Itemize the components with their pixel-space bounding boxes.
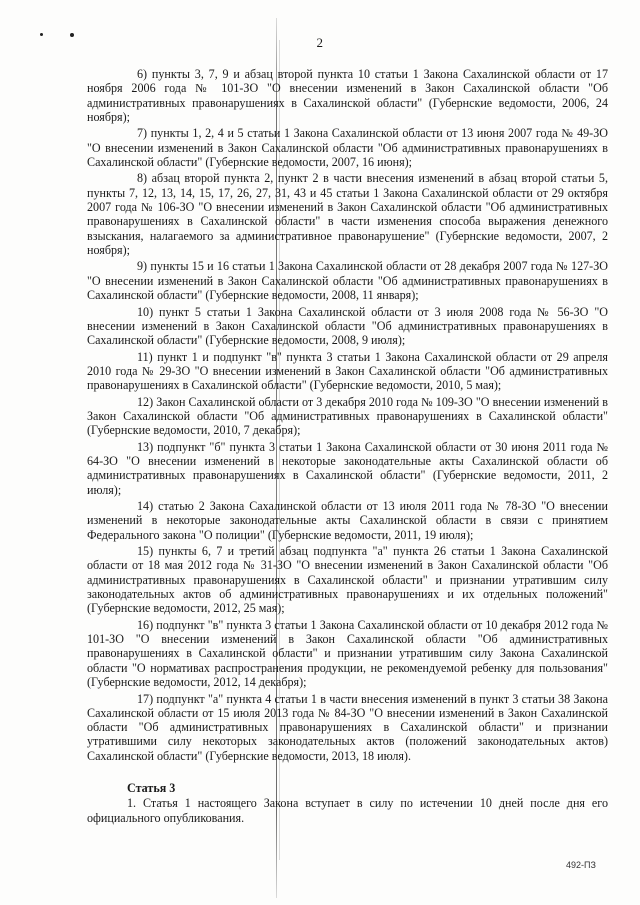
list-item: 16) подпункт "в" пункта 3 статьи 1 Закона Сахалинской области от 10 декабря 2012 года № 101-ЗО "О внесении изменений в Закон Сахалинской области "Об административных правонарушениях в Сахалинской области" и признании утратившим силу Закона Сахалинской области "О нормативах распространения продукции, не рекомендуемой ребенку для пользования" (Губернские ведомости, 2012, 14 декабря); bbox=[87, 617, 608, 690]
list-item: 17) подпункт "а" пункта 4 статьи 1 в части внесения изменений в пункт 3 статьи 38 Закона Сахалинской области от 15 июля 2013 года № 84-ЗО "О внесении изменений в Закон Сахалинской области "Об административных правонарушениях в Сахалинской области" и признании утратившими силу некоторых законодательных актов (положений законодательных актов) Сахалинской области" (Губернские ведомости, 2013, 18 июля). bbox=[87, 691, 608, 763]
list-item: 12) Закон Сахалинской области от 3 декабря 2010 года № 109-ЗО "О внесении изменений в Закон Сахалинской области "Об административных правонарушениях в Сахалинской области" (Губернские ведомости, 2010, 7 декабря); bbox=[87, 394, 608, 438]
page-number: 2 bbox=[316, 35, 324, 50]
list-item: 9) пункты 15 и 16 статьи 1 Закона Сахалинской области от 28 декабря 2007 года № 127-ЗО "О внесении изменений в Закон Сахалинской области "Об административных правонарушениях в Сахалинской области" (Губернские ведомости, 2008, 11 января); bbox=[87, 259, 608, 303]
list-item: 11) пункт 1 и подпункт "в" пункта 3 статьи 1 Закона Сахалинской области от 29 апреля 2010 года № 29-ЗО "О внесении изменений в Закон Сахалинской области "Об административных правонарушениях в Сахалинской области" (Губернские ведомости, 2010, 5 мая); bbox=[87, 349, 608, 393]
document-code: 492-ПЗ bbox=[566, 860, 596, 870]
list-item: 6) пункты 3, 7, 9 и абзац второй пункта 10 статьи 1 Закона Сахалинской области от 17 ноября 2006 года № 101-ЗО "О внесении изменений в Закон Сахалинской области "Об административных правонарушениях в Сахалинской области" (Губернские ведомости, 2006, 24 ноября); bbox=[87, 67, 608, 124]
article-heading: Статья 3 bbox=[127, 781, 176, 796]
article-text: 1. Статья 1 настоящего Закона вступает в силу по истечении 10 дней после дня его официального опубликования. bbox=[87, 796, 608, 825]
list-item: 10) пункт 5 статьи 1 Закона Сахалинской области от 3 июля 2008 года № 56-ЗО "О внесении изменений в Закон Сахалинской области "Об административных правонарушениях в Сахалинской области" (Губернские ведомости, 2008, 9 июля); bbox=[87, 304, 608, 348]
list-item: 15) пункты 6, 7 и третий абзац подпункта "а" пункта 26 статьи 1 Закона Сахалинской области от 18 мая 2012 года № 31-ЗО "О внесении изменений в Закон Сахалинской области "Об административных правонарушениях в Сахалинской области" и признании утратившим силу законодательных актов об административных правонарушениях и их отдельных положений" (Губернские ведомости, 2012, 25 мая); bbox=[87, 544, 608, 616]
list-item: 14) статью 2 Закона Сахалинской области от 13 июля 2011 года № 78-ЗО "О внесении изменений в некоторые законодательные акты Сахалинской области в связи с принятием Федерального закона "О полиции" (Губернские ведомости, 2011, 19 июля); bbox=[87, 499, 608, 542]
list-item: 13) подпункт "б" пункта 3 статьи 1 Закона Сахалинской области от 30 июня 2011 года № 64-ЗО "О внесении изменений в некоторые законодательные акты Сахалинской области об административных правонарушениях в Сахалинской области" (Губернские ведомости, 2011, 2 июля); bbox=[87, 439, 608, 497]
list-item: 7) пункты 1, 2, 4 и 5 статьи 1 Закона Сахалинской области от 13 июня 2007 года № 49-ЗО "О внесении изменений в Закон Сахалинской области "Об административных правонарушениях в Сахалинской области" (Губернские ведомости, 2007, 16 июня); bbox=[87, 126, 608, 169]
list-item: 8) абзац второй пункта 2, пункт 2 в части внесения изменений в абзац второй статьи 5, пункты 7, 12, 13, 14, 15, 17, 26, 27, 31, 43 и 45 статьи 1 Закона Сахалинской области от 29 октября 2007 года № 106-ЗО "О внесении изменений в Закон Сахалинской области "Об административных правонарушениях в Сахалинской области" в части изменения способа выражения денежного взыскания, налагаемого за административное правонарушение" (Губернские ведомости, 2007, 2 ноября); bbox=[87, 171, 608, 257]
document-body bbox=[87, 67, 608, 825]
